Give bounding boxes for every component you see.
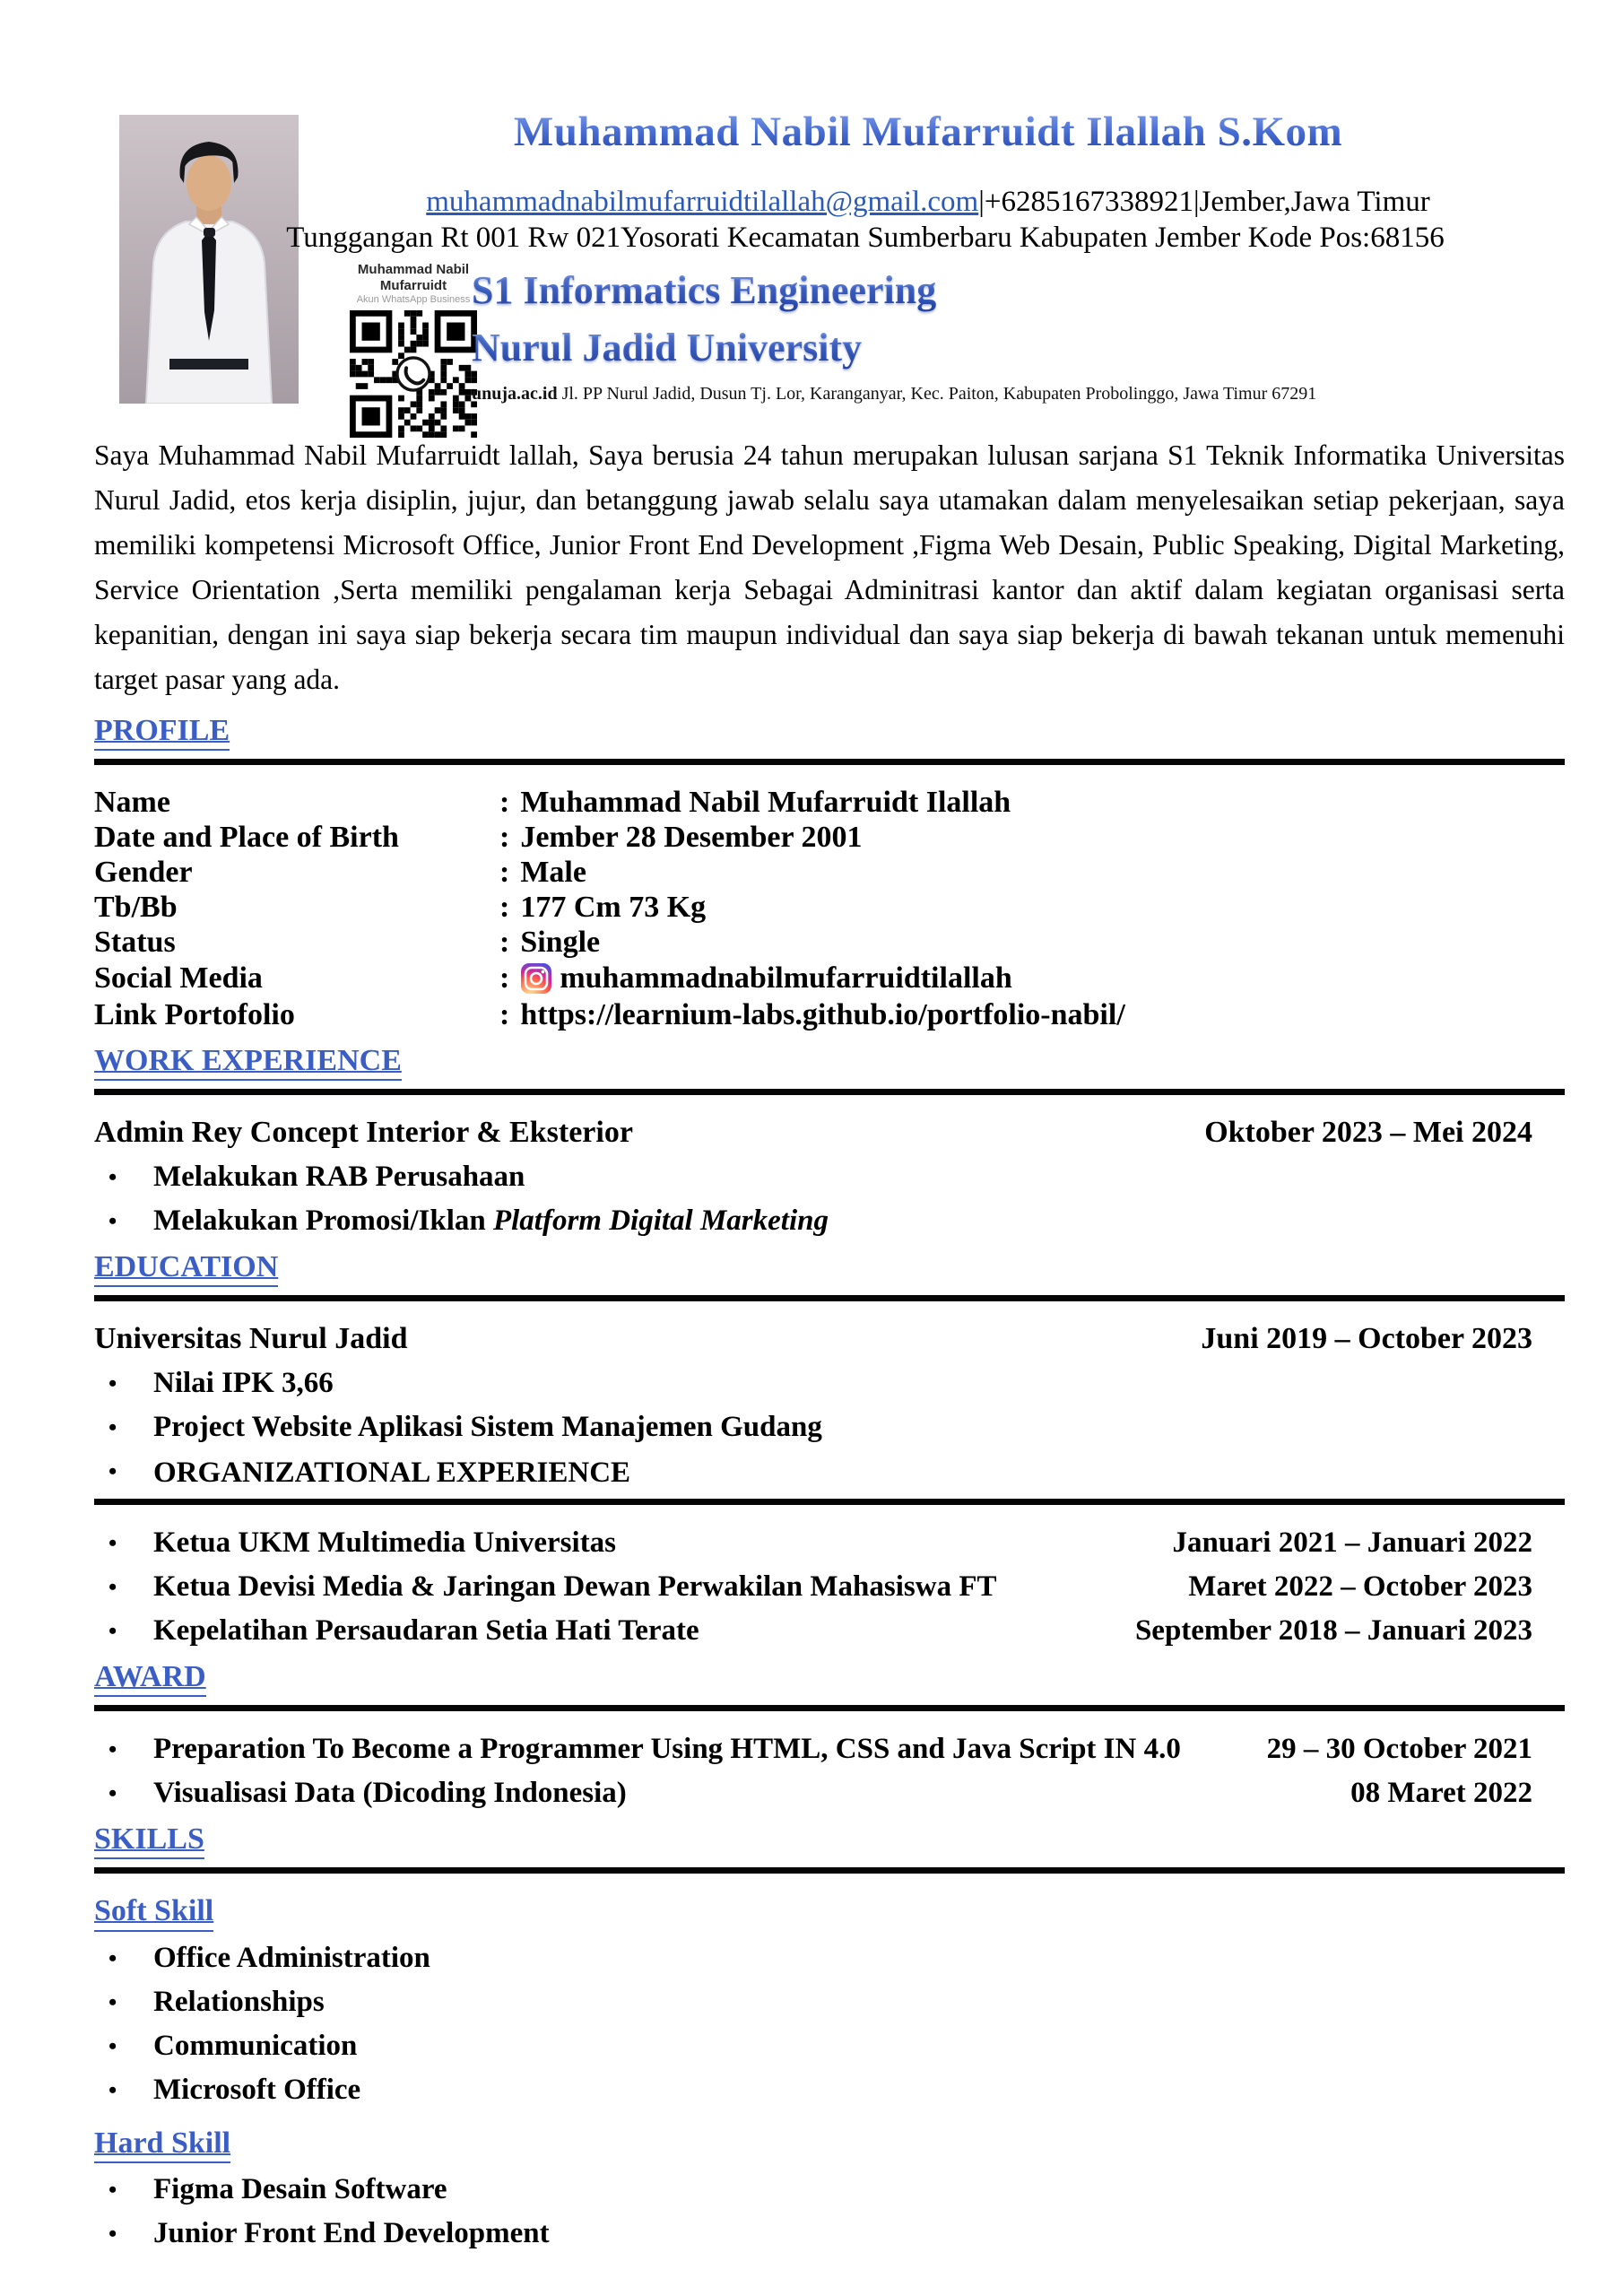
skill-text: • Communication bbox=[153, 2029, 358, 2062]
work-bullet-text: Melakukan Promosi/Iklan bbox=[153, 1205, 493, 1238]
section-heading-profile-label: PROFILE bbox=[94, 713, 230, 751]
section-heading-skills bbox=[94, 1822, 1565, 1859]
soft-skill-item bbox=[94, 2072, 1565, 2108]
soft-skill-item bbox=[94, 2028, 1565, 2064]
field-value: Muhammad Nabil Mufarruidt Ilallah bbox=[520, 786, 1011, 820]
section-heading-work-experience-label: WORK EXPERIENCE bbox=[94, 1043, 402, 1081]
section-heading-work-experience bbox=[94, 1043, 1565, 1081]
award-item bbox=[94, 1731, 1565, 1767]
section-heading-profile bbox=[94, 713, 1565, 751]
profile-row-social-media bbox=[94, 960, 1565, 997]
instagram-icon bbox=[520, 962, 552, 995]
section-divider bbox=[94, 1705, 1565, 1711]
profile-row-height-weight bbox=[94, 890, 1565, 925]
section-divider bbox=[94, 759, 1565, 765]
field-separator: : bbox=[499, 926, 510, 960]
section-heading-organizational-experience bbox=[94, 1453, 1565, 1491]
summary-paragraph: Saya Muhammad Nabil Mufarruidt lallah, Saya berusia 24 tahun merupakan lulusan sarjana S1 Teknik Informatika Universitas Nurul Jadid, etos kerja disiplin, jujur, dan betanggung jawab selalu saya utamakan dalam menyelesaikan setiap pekerjaan, saya memiliki kompetensi Microsoft Office, Junior Front End Development ,Figma Web Desain, Public Speaking, Digital Marketing, Service Orientation ,Serta memiliki pengalaman kerja Sebagai Adminitrasi kantor dan aktif dalam kegiatan organisasi serta kepanitian, dengan ini saya siap bekerja secara tim maupun individual dan saya siap bekerja di bawah tekanan untuk memenuhi target pasar yang ada. bbox=[94, 439, 1565, 695]
award-period: 08 Maret 2022 bbox=[1350, 1777, 1532, 1810]
organizational-title: • Ketua Devisi Media & Jaringan Dewan Perwakilan Mahasiswa FT bbox=[153, 1570, 997, 1604]
soft-skill-item bbox=[94, 1940, 1565, 1976]
field-value: Jember 28 Desember 2001 bbox=[520, 821, 863, 855]
section-divider bbox=[94, 1089, 1565, 1095]
work-entry-header bbox=[94, 1115, 1565, 1151]
award-period: 29 – 30 October 2021 bbox=[1266, 1733, 1532, 1766]
page-title: Muhammad Nabil Mufarruidt Ilallah S.Kom bbox=[296, 106, 1560, 158]
profile-photo bbox=[119, 115, 299, 404]
field-separator: : bbox=[499, 786, 510, 820]
skill-text: • Figma Desain Software bbox=[153, 2172, 447, 2205]
work-bullet-text-italic: Platform Digital Marketing bbox=[492, 1205, 829, 1238]
section-heading-education bbox=[94, 1249, 1565, 1287]
contact-rest: |+6285167338921|Jember,Jawa Timur bbox=[978, 186, 1430, 218]
field-label: Name bbox=[94, 786, 170, 820]
hard-skill-item bbox=[94, 2215, 1565, 2251]
field-value: Single bbox=[520, 926, 601, 960]
education-bullet bbox=[94, 1409, 1565, 1445]
skill-text: • Microsoft Office bbox=[153, 2073, 361, 2106]
section-heading-skills-label: SKILLS bbox=[94, 1822, 204, 1859]
section-divider bbox=[94, 1867, 1565, 1874]
education-period: Juni 2019 – October 2023 bbox=[1201, 1322, 1532, 1356]
email-link[interactable]: muhammadnabilmufarruidtilallah@gmail.com bbox=[426, 186, 979, 218]
education-bullet-text: • Nilai IPK 3,66 bbox=[153, 1367, 334, 1400]
field-separator: : bbox=[499, 891, 510, 925]
field-label: Gender bbox=[94, 856, 193, 890]
section-heading-organizational-experience-label: • ORGANIZATIONAL EXPERIENCE bbox=[153, 1457, 631, 1490]
award-item bbox=[94, 1775, 1565, 1811]
organizational-item bbox=[94, 1569, 1565, 1605]
field-label: Tb/Bb bbox=[94, 891, 178, 925]
work-bullet bbox=[94, 1159, 1565, 1195]
section-heading-award-label: AWARD bbox=[94, 1659, 206, 1697]
whatsapp-qr-code bbox=[350, 310, 477, 438]
profile-row-gender bbox=[94, 855, 1565, 890]
degree-line-2: Nurul Jadid University bbox=[472, 323, 1316, 373]
section-heading-award bbox=[94, 1659, 1565, 1697]
subheading-soft-skill-label: Soft Skill bbox=[94, 1893, 213, 1931]
section-divider bbox=[94, 1499, 1565, 1505]
organizational-title: • Kepelatihan Persaudaran Setia Hati Terate bbox=[153, 1614, 699, 1648]
organizational-period: Maret 2022 – October 2023 bbox=[1188, 1570, 1532, 1604]
subheading-soft-skill bbox=[94, 1893, 1565, 1931]
section-heading-education-label: EDUCATION bbox=[94, 1249, 278, 1287]
work-period: Oktober 2023 – Mei 2024 bbox=[1204, 1116, 1532, 1150]
address-line: Tunggangan Rt 001 Rw 021Yosorati Kecamatan Sumberbaru Kabupaten Jember Kode Pos:68156 bbox=[286, 222, 1445, 254]
campus-address: Jl. PP Nurul Jadid, Dusun Tj. Lor, Karanganyar, Kec. Paiton, Kabupaten Probolinggo, Jawa Timur 67291 bbox=[557, 384, 1317, 404]
portfolio-link[interactable]: https://learnium-labs.github.io/portfolio-nabil/ bbox=[520, 998, 1125, 1032]
qr-caption-name: Muhammad Nabil Mufarruidt bbox=[357, 262, 470, 293]
qr-caption-subtitle: Akun WhatsApp Business bbox=[356, 294, 471, 305]
hard-skill-item bbox=[94, 2171, 1565, 2207]
field-label: Link Portofolio bbox=[94, 998, 295, 1032]
instagram-handle: muhammadnabilmufarruidtilallah bbox=[560, 961, 1012, 996]
education-bullet bbox=[94, 1365, 1565, 1401]
degree-block bbox=[472, 265, 1316, 404]
field-value: Male bbox=[520, 856, 586, 890]
profile-row-status bbox=[94, 925, 1565, 960]
profile-row-name bbox=[94, 785, 1565, 820]
field-separator: : bbox=[499, 856, 510, 890]
skill-text: • Junior Front End Development bbox=[153, 2216, 550, 2249]
school-name: Universitas Nurul Jadid bbox=[94, 1322, 408, 1356]
field-separator: : bbox=[499, 961, 510, 996]
award-title: • Visualisasi Data (Dicoding Indonesia) bbox=[153, 1777, 627, 1810]
education-bullet-text: • Project Website Aplikasi Sistem Manajemen Gudang bbox=[153, 1411, 822, 1444]
campus-site: unuja.ac.id bbox=[472, 384, 558, 404]
section-divider bbox=[94, 1295, 1565, 1301]
soft-skill-item bbox=[94, 1984, 1565, 2020]
field-label: Date and Place of Birth bbox=[94, 821, 399, 855]
skill-text: • Office Administration bbox=[153, 1941, 430, 1974]
subheading-hard-skill bbox=[94, 2126, 1565, 2163]
award-title: • Preparation To Become a Programmer Using HTML, CSS and Java Script IN 4.0 bbox=[153, 1733, 1181, 1766]
degree-line-1: S1 Informatics Engineering bbox=[472, 265, 1316, 316]
field-label: Social Media bbox=[94, 961, 263, 996]
education-entry-header bbox=[94, 1321, 1565, 1357]
company-name: Admin Rey Concept Interior & Eksterior bbox=[94, 1116, 633, 1150]
organizational-item bbox=[94, 1613, 1565, 1648]
field-label: Status bbox=[94, 926, 176, 960]
work-bullet-text: • Melakukan RAB Perusahaan bbox=[153, 1161, 525, 1194]
contact-line bbox=[296, 184, 1560, 220]
field-separator: : bbox=[499, 821, 510, 855]
work-bullet bbox=[94, 1203, 1565, 1239]
campus-line bbox=[472, 384, 1316, 404]
organizational-period: Januari 2021 – Januari 2022 bbox=[1172, 1526, 1532, 1560]
profile-row-portfolio bbox=[94, 997, 1565, 1032]
field-value: 177 Cm 73 Kg bbox=[520, 891, 707, 925]
organizational-title: • Ketua UKM Multimedia Universitas bbox=[153, 1526, 617, 1560]
subheading-hard-skill-label: Hard Skill bbox=[94, 2126, 230, 2163]
organizational-item bbox=[94, 1525, 1565, 1561]
organizational-period: September 2018 – Januari 2023 bbox=[1134, 1614, 1532, 1648]
profile-row-birth bbox=[94, 820, 1565, 855]
resume-content bbox=[94, 433, 1565, 2251]
field-separator: : bbox=[499, 998, 510, 1032]
skill-text: • Relationships bbox=[153, 1985, 325, 2018]
